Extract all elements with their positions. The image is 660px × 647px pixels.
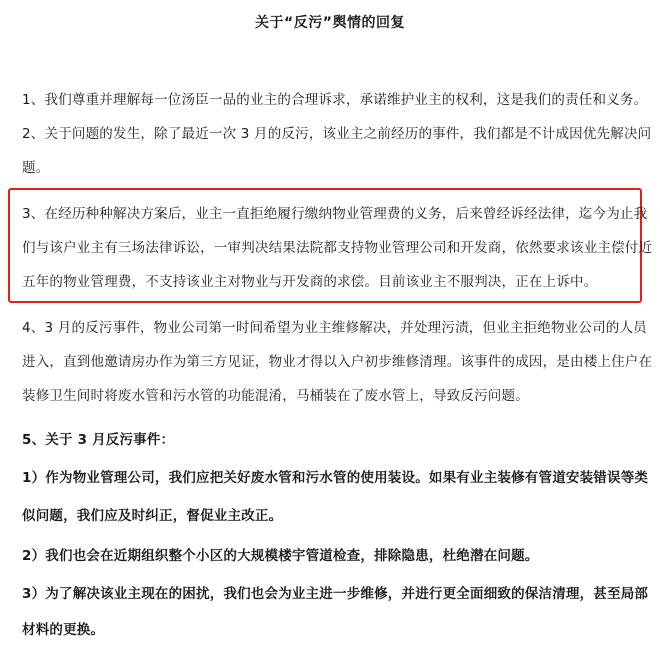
paragraph-line: 似问题，我们应及时纠正，督促业主改正。 (22, 508, 283, 524)
paragraph-line: 进入，直到他邀请房办作为第三方见证，物业才得以入户初步维修清理。该事件的成因，是由楼上住户在 (22, 354, 653, 370)
paragraph-line: 2、关于问题的发生，除了最近一次 3 月的反污，该业主之前经历的事件，我们都是不计成因优先解决问 (22, 126, 652, 142)
paragraph-line: 材料的更换。 (22, 622, 105, 638)
paragraph-line: 五年的物业管理费，不支持该业主对物业与开发商的求偿。目前该业主不服判决，正在上诉中。 (22, 274, 598, 290)
paragraph-line: 3、在经历种种解决方案后，业主一直拒绝履行缴纳物业管理费的义务，后来曾经诉经法律，迄今为止我 (22, 206, 648, 222)
paragraph-line: 们与该户业主有三场法律诉讼，一审判决结果法院都支持物业管理公司和开发商，依然要求该业主偿付近 (22, 240, 653, 256)
paragraph-line: 题。 (22, 160, 50, 176)
document-title: 关于“反污”舆情的回复 (255, 15, 405, 31)
paragraph-line: 装修卫生间时将废水管和污水管的功能混淆，马桶装在了废水管上，导致反污问题。 (22, 388, 529, 404)
paragraph-line: 1）作为物业管理公司，我们应把关好废水管和污水管的使用装设。如果有业主装修有管道安装错误等类 (22, 470, 649, 486)
section-heading: 5、关于 3 月反污事件： (22, 432, 175, 448)
paragraph-line: 4、3 月的反污事件，物业公司第一时间希望为业主维修解决，并处理污渍，但业主拒绝物业公司的人员 (22, 320, 647, 336)
paragraph-line: 1、我们尊重并理解每一位汤臣一品的业主的合理诉求，承诺维护业主的权利，这是我们的责任和义务。 (22, 92, 648, 108)
paragraph-line: 2）我们也会在近期组织整个小区的大规模楼宇管道检查，排除隐患，杜绝潜在问题。 (22, 548, 539, 564)
paragraph-line: 3）为了解决该业主现在的困扰，我们也会为业主进一步维修，并进行更全面细致的保洁清理，甚至局部 (22, 586, 649, 602)
